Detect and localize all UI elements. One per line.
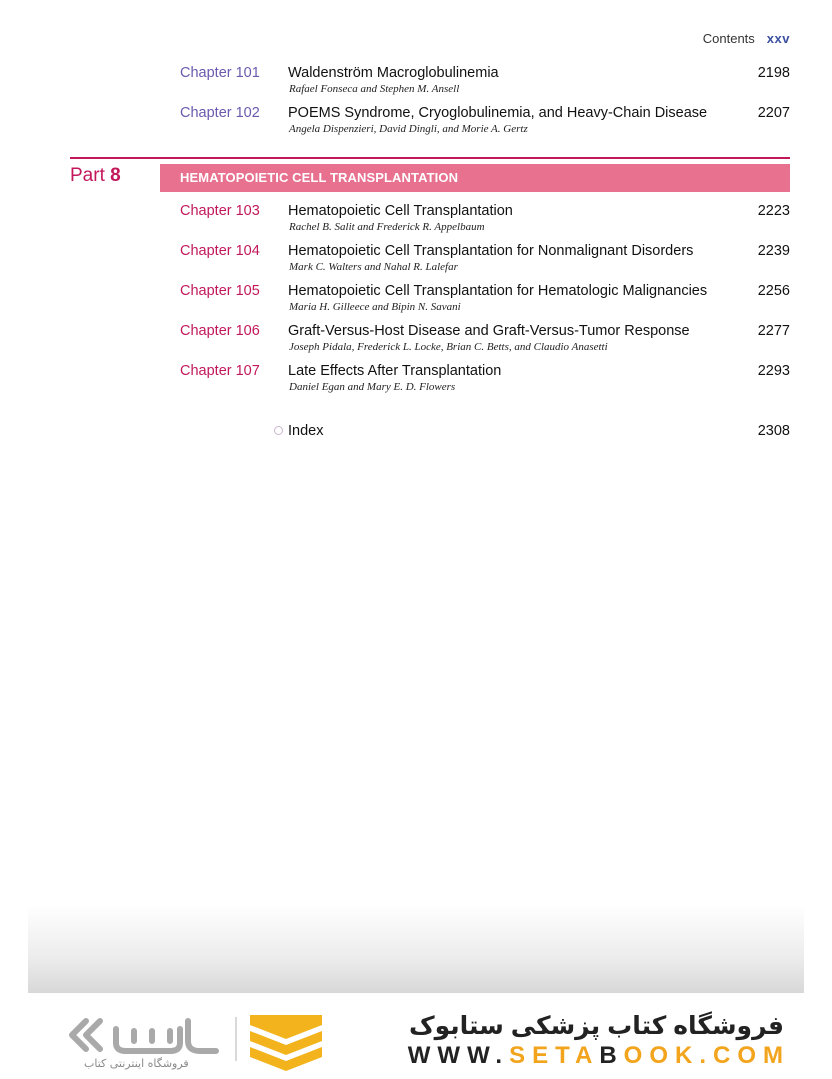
- chapter-page: 2198: [757, 65, 790, 81]
- chapter-title[interactable]: Late Effects After Transplantation: [288, 363, 502, 379]
- chapter-label: Chapter 106: [180, 323, 260, 339]
- toc-entry-chapter-105[interactable]: [0, 283, 832, 319]
- shop-url[interactable]: [408, 1042, 790, 1070]
- toc-entry-chapter-101[interactable]: [0, 65, 832, 101]
- index-page: 2308: [757, 423, 790, 439]
- chapter-title[interactable]: Waldenström Macroglobulinemia: [288, 65, 499, 81]
- url-part: B: [599, 1042, 624, 1069]
- url-part: WWW.: [407, 1042, 510, 1069]
- index-title[interactable]: Index: [288, 423, 324, 439]
- chapter-page: 2239: [757, 243, 790, 259]
- part-divider: [70, 157, 790, 159]
- watermark-footer: [0, 993, 832, 1079]
- part-title: HEMATOPOIETIC CELL TRANSPLANTATION: [180, 170, 459, 185]
- chapter-authors: Mark C. Walters and Nahal R. Lalefar: [289, 261, 458, 273]
- chapter-label: Chapter 103: [180, 203, 260, 219]
- chapter-page: 2223: [757, 203, 790, 219]
- url-part-highlight: OOK.COM: [623, 1042, 790, 1069]
- chapter-title[interactable]: Hematopoietic Cell Transplantation for Nonmalignant Disorders: [288, 243, 694, 259]
- toc-entry-index[interactable]: [0, 423, 832, 459]
- chapter-page: 2256: [757, 283, 790, 299]
- chapter-page: 2293: [757, 363, 790, 379]
- toc-entry-chapter-102[interactable]: [0, 105, 832, 141]
- chapter-label: Chapter 104: [180, 243, 260, 259]
- chapter-title[interactable]: Graft-Versus-Host Disease and Graft-Versus-Tumor Response: [288, 323, 690, 339]
- toc-entry-chapter-104[interactable]: [0, 243, 832, 279]
- chapter-title[interactable]: Hematopoietic Cell Transplantation: [288, 203, 513, 219]
- chapter-label: Chapter 101: [180, 65, 260, 81]
- url-part-highlight: SETA: [509, 1042, 600, 1069]
- toc-entry-chapter-103[interactable]: [0, 203, 832, 239]
- running-head: [703, 31, 790, 46]
- setabook-logo-icon: [64, 1009, 329, 1071]
- chapter-authors: Joseph Pidala, Frederick L. Locke, Brian C. Betts, and Claudio Anasetti: [289, 341, 608, 353]
- chapter-label: Chapter 107: [180, 363, 260, 379]
- shop-name: فروشگاه کتاب پزشکی ستابوک: [408, 1012, 784, 1040]
- chapter-authors: Rafael Fonseca and Stephen M. Ansell: [289, 83, 460, 95]
- part-label: [70, 165, 121, 187]
- chapter-label: Chapter 102: [180, 105, 260, 121]
- toc-entry-chapter-107[interactable]: [0, 363, 832, 399]
- chapter-label: Chapter 105: [180, 283, 260, 299]
- scan-shadow: [28, 905, 804, 993]
- logo-tagline: فروشگاه اینترنتی کتاب: [84, 1057, 189, 1070]
- chapter-authors: Maria H. Gilleece and Bipin N. Savani: [289, 301, 461, 313]
- part-banner: [160, 164, 790, 192]
- chapter-page: 2207: [757, 105, 790, 121]
- chapter-title[interactable]: Hematopoietic Cell Transplantation for Hematologic Malignancies: [288, 283, 708, 299]
- chapter-page: 2277: [757, 323, 790, 339]
- running-head-label: Contents: [702, 31, 755, 46]
- page-number: xxv: [766, 31, 790, 46]
- chapter-authors: Rachel B. Salit and Frederick R. Appelbaum: [289, 221, 485, 233]
- chapter-authors: Angela Dispenzieri, David Dingli, and Morie A. Gertz: [289, 123, 528, 135]
- chapter-title[interactable]: POEMS Syndrome, Cryoglobulinemia, and Heavy-Chain Disease: [288, 105, 708, 121]
- part-number: 8: [110, 165, 121, 186]
- chapter-authors: Daniel Egan and Mary E. D. Flowers: [289, 381, 456, 393]
- bullet-icon: [274, 426, 283, 435]
- toc-entry-chapter-106[interactable]: [0, 323, 832, 359]
- part-word: Part: [70, 165, 105, 186]
